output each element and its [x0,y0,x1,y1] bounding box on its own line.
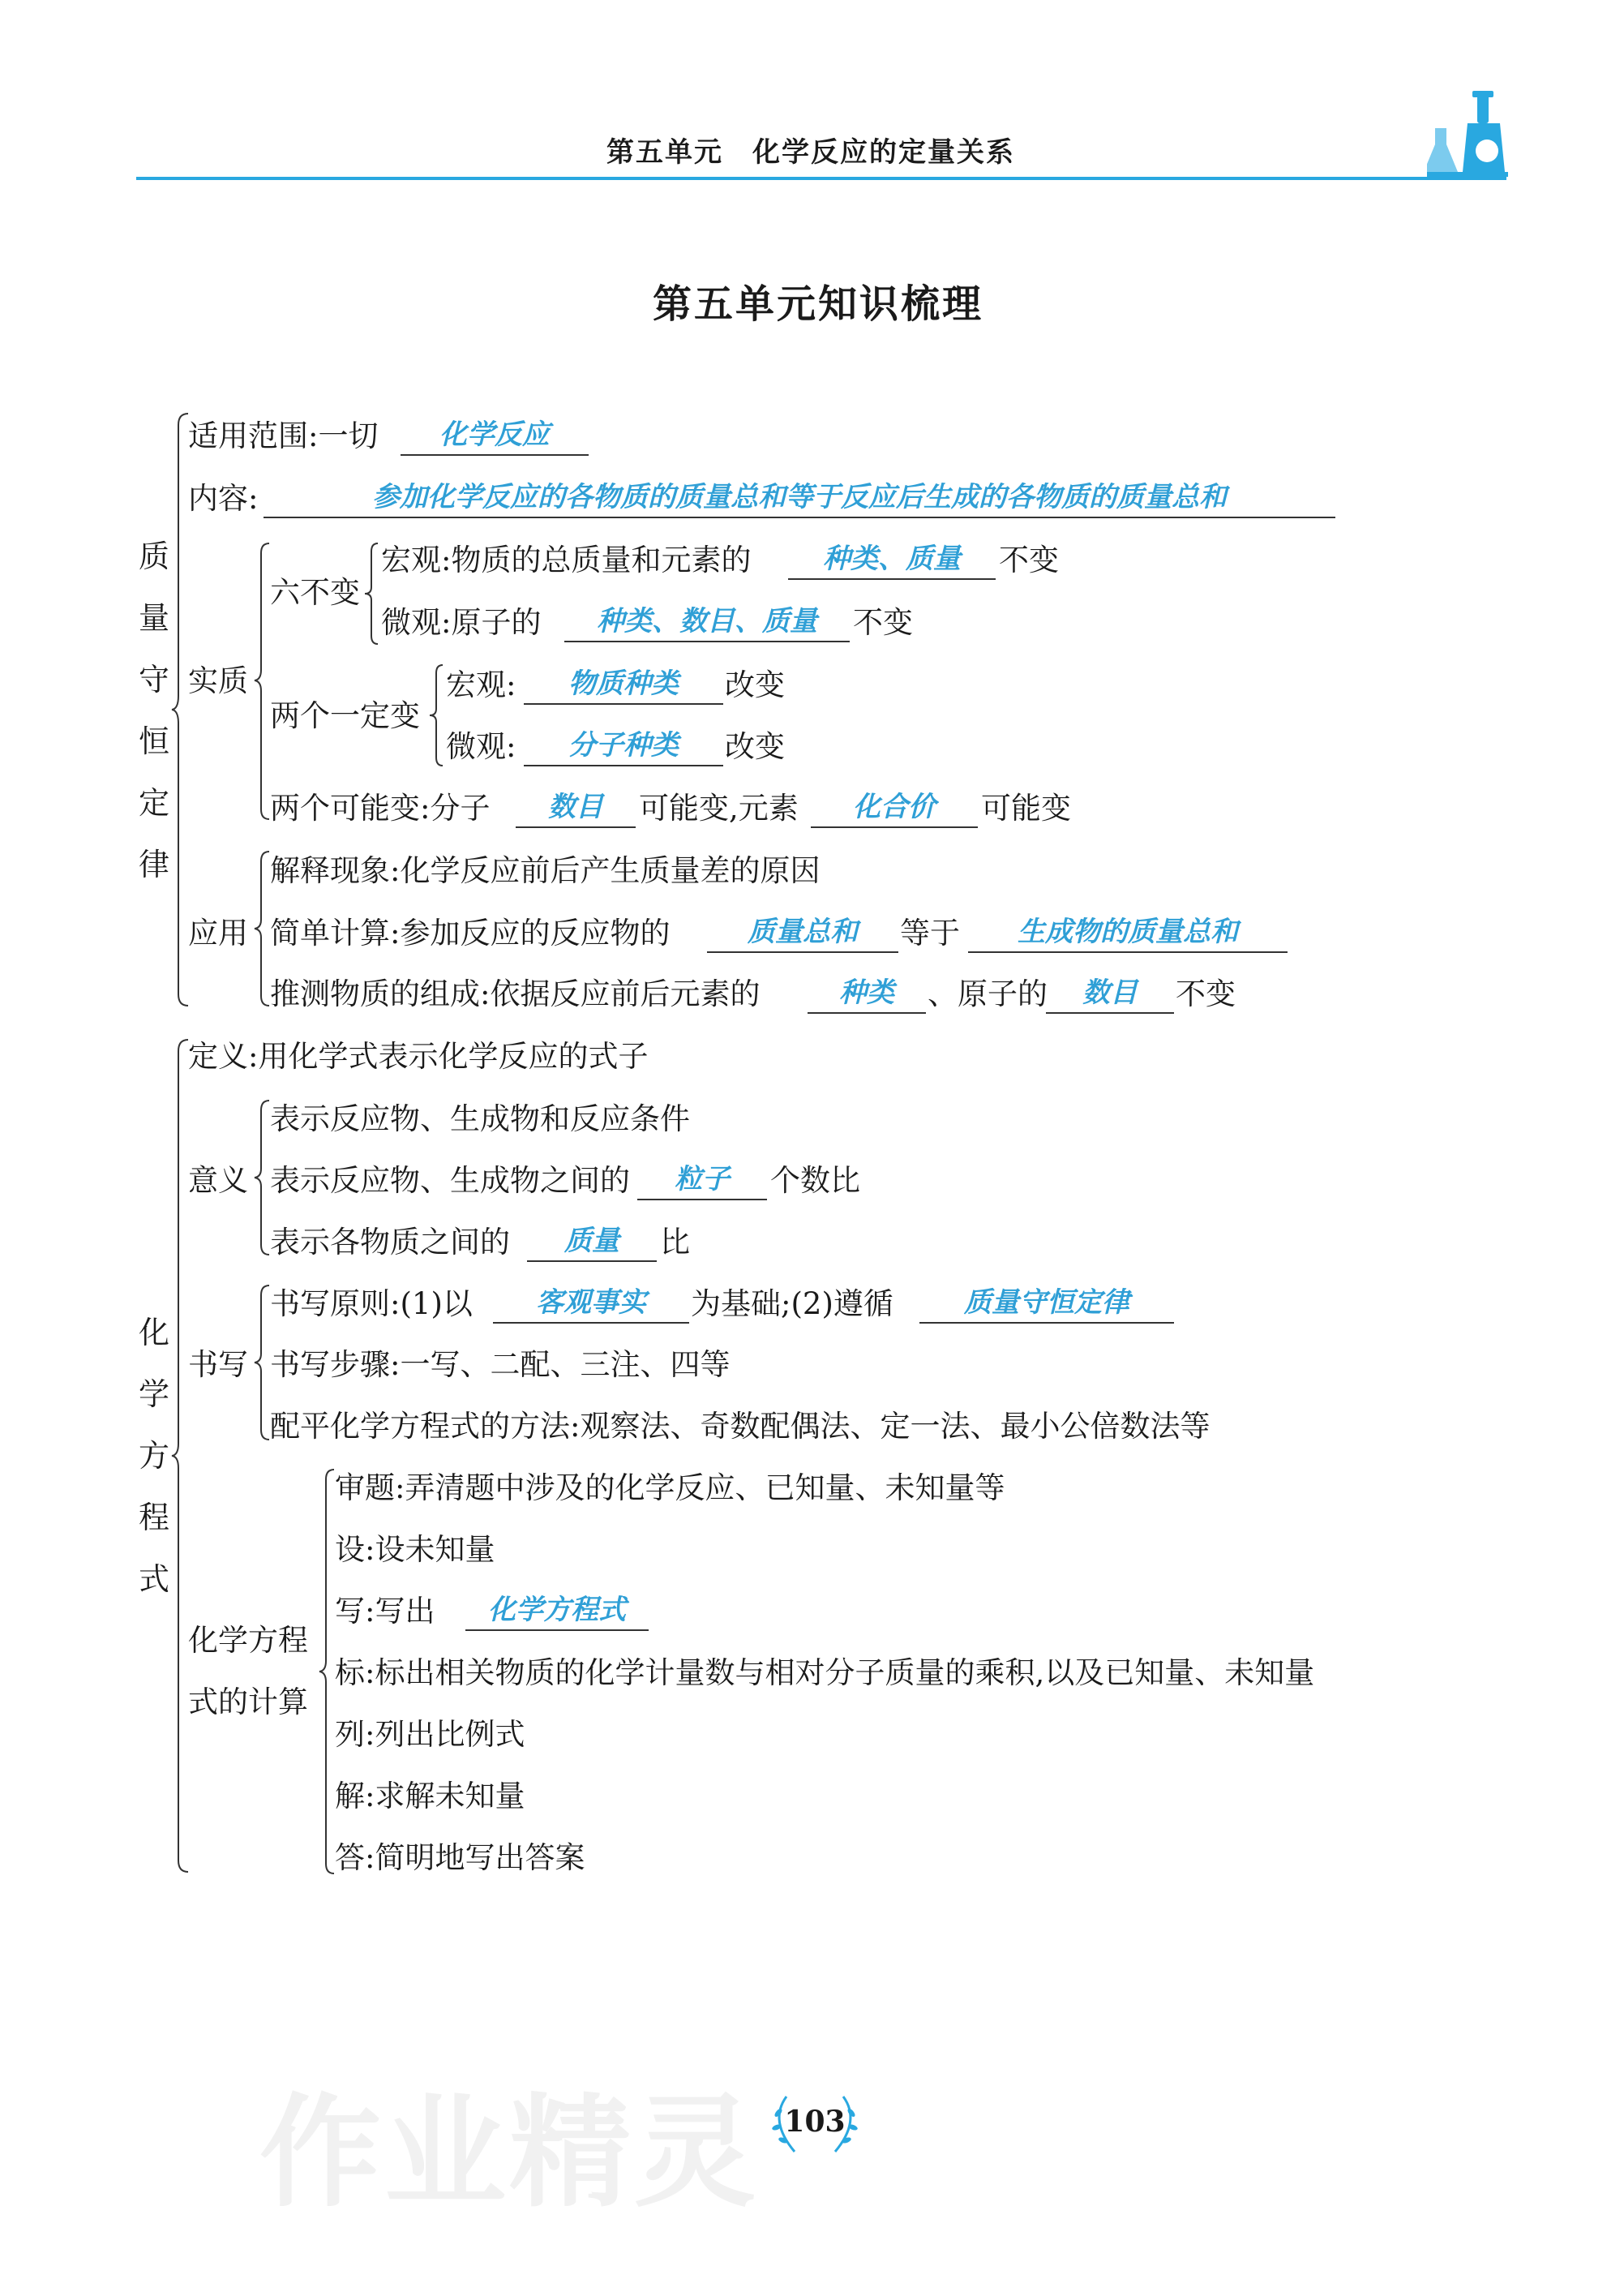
principle-middle: 为基础;(2)遵循 [691,1286,893,1321]
calc-step-set: 设:设未知量 [335,1532,495,1567]
answer-maybe-molecules: 数目 [548,791,603,823]
mass-main-brace [170,412,190,1008]
blank-underline [264,517,1335,518]
watermark-logo: 作业精灵 [259,2083,760,2224]
application-brace [253,850,271,1008]
blank-underline [968,951,1288,953]
blank-underline [524,703,723,705]
meaning-brace [253,1099,271,1257]
scope-text: 适用范围:一切 [188,418,379,453]
running-header: 第五单元 化学反应的定量关系 [606,136,1015,169]
answer-chemical-equation: 化学方程式 [488,1594,626,1626]
page-number-badge [762,2088,868,2161]
six-unchanged-brace [363,542,379,646]
two-changed-brace [428,663,444,767]
balancing-text: 配平化学方程式的方法:观察法、奇数配偶法、定一法、最小公倍数法等 [270,1409,1211,1444]
macro-changed-suffix: 改变 [725,667,785,702]
blank-underline [637,1199,767,1200]
answer-maybe-valence: 化合价 [853,791,936,823]
infer-suffix: 不变 [1176,976,1236,1011]
answer-scope: 化学反应 [439,418,550,451]
blank-underline [516,826,636,828]
micro-unchanged-text: 微观:原子的 [381,605,542,640]
calculation-brace [318,1468,336,1875]
maybe-changed-text: 两个可能变:分子 [270,791,491,826]
six-unchanged-label: 六不变 [270,575,360,610]
lab-flask-icon [1427,88,1508,177]
content-label: 内容: [188,481,259,516]
meaning-item-1: 表示反应物、生成物和反应条件 [270,1101,690,1136]
writing-brace [253,1284,271,1442]
principle-text: 书写原则:(1)以 [270,1286,473,1321]
answer-calc-reactants: 质量总和 [748,916,858,948]
calculation-label-line2: 式的计算 [188,1685,308,1719]
meaning-item-3-suffix: 比 [660,1225,690,1260]
blank-underline [564,641,850,642]
blank-underline [401,454,589,456]
blank-underline [788,578,996,580]
blank-underline [1046,1012,1174,1014]
calc-step-review: 审题:弄清题中涉及的化学反应、已知量、未知量等 [335,1470,1005,1505]
macro-unchanged-suffix: 不变 [999,543,1059,577]
calc-step-list: 列:列出比例式 [335,1717,525,1752]
mass-conservation-vertical-label [134,526,174,895]
calc-middle: 等于 [900,916,960,951]
vertical-char: 式 [138,1561,169,1597]
chemical-equation-vertical-label [134,1302,174,1610]
answer-macro-unchanged: 种类、质量 [823,543,961,575]
vertical-char: 守 [138,662,169,697]
answer-macro-changed: 物质种类 [568,667,679,700]
calc-step-solve: 解:求解未知量 [335,1779,525,1813]
essence-brace [253,542,271,822]
header-rule [136,177,1506,180]
answer-content: 参加化学反应的各物质的质量总和等于反应后生成的各物质的质量总和 [372,481,1227,513]
answer-infer-elements: 种类 [839,976,894,1009]
page-title: 第五单元知识梳理 [653,281,984,327]
vertical-char: 恒 [138,723,169,759]
macro-unchanged-text: 宏观:物质的总质量和元素的 [381,543,752,577]
answer-infer-atoms: 数目 [1082,976,1138,1009]
answer-conservation-law: 质量守恒定律 [964,1286,1129,1319]
infer-middle: 、原子的 [928,976,1048,1011]
answer-mass: 质量 [564,1225,619,1257]
macro-changed-text: 宏观: [446,667,516,702]
vertical-char: 方 [138,1438,169,1474]
blank-underline [527,1260,657,1262]
micro-changed-suffix: 改变 [725,729,785,764]
vertical-char: 学 [138,1376,169,1412]
micro-unchanged-suffix: 不变 [853,605,913,640]
meaning-item-2: 表示反应物、生成物之间的 [270,1163,630,1198]
blank-underline [808,1012,926,1014]
vertical-char: 定 [138,785,169,821]
calc-step-mark: 标:标出相关物质的化学计量数与相对分子质量的乘积,以及已知量、未知量 [335,1655,1315,1690]
answer-micro-unchanged: 种类、数目、质量 [597,605,817,637]
blank-underline [465,1629,649,1631]
vertical-char: 化 [138,1315,169,1350]
essence-label: 实质 [188,663,248,698]
answer-micro-changed: 分子种类 [568,729,679,762]
blank-underline [493,1322,689,1324]
vertical-char: 量 [138,600,169,636]
vertical-char: 质 [138,539,169,574]
vertical-char: 律 [138,847,169,882]
blank-underline [707,951,898,953]
explain-text: 解释现象:化学反应前后产生质量差的原因 [270,853,821,888]
steps-text: 书写步骤:一写、二配、三注、四等 [270,1347,731,1382]
meaning-item-3: 表示各物质之间的 [270,1225,510,1260]
definition-text: 定义:用化学式表示化学反应的式子 [188,1039,649,1074]
meaning-label: 意义 [188,1163,248,1198]
application-label: 应用 [188,916,248,951]
answer-calc-products: 生成物的质量总和 [1018,916,1238,948]
answer-particles: 粒子 [675,1163,730,1195]
infer-text: 推测物质的组成:依据反应前后元素的 [270,976,761,1011]
two-changed-label: 两个一定变 [270,698,420,733]
calculation-label-line1: 化学方程 [188,1623,308,1658]
blank-underline [919,1322,1174,1324]
meaning-item-2-suffix: 个数比 [770,1163,860,1198]
writing-label: 书写 [188,1347,248,1382]
calc-step-write: 写:写出 [335,1594,435,1629]
maybe-changed-middle: 可能变,元素 [639,791,799,826]
calc-step-answer: 答:简明地写出答案 [335,1840,585,1875]
blank-underline [811,826,978,828]
blank-underline [524,765,723,766]
vertical-char: 程 [138,1500,169,1535]
calc-text: 简单计算:参加反应的反应物的 [270,916,671,951]
equation-main-brace [170,1038,190,1875]
maybe-changed-suffix: 可能变 [981,791,1071,826]
micro-changed-text: 微观: [446,729,516,764]
answer-objective-facts: 客观事实 [536,1286,646,1319]
page-number: 103 [784,2105,846,2139]
